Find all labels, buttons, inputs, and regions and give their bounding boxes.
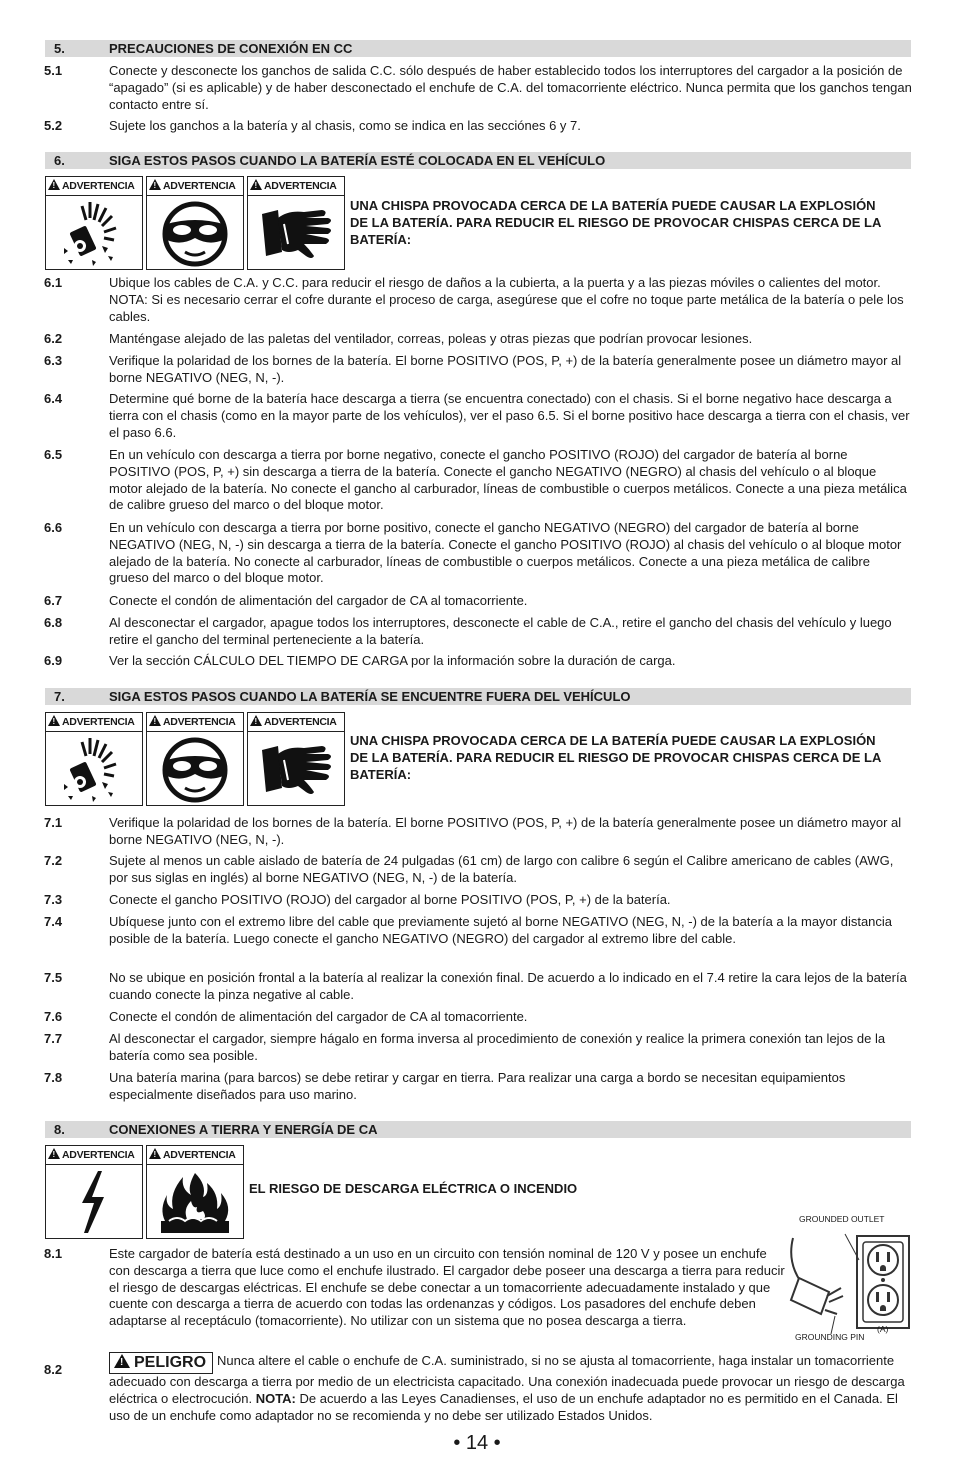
warning-triangle-icon: ! [250,715,262,726]
section-8-header [45,1121,911,1138]
item-number: 6.3 [44,353,63,368]
warning-icons-row [45,712,345,806]
spark-warning-text: UNA CHISPA PROVOCADA CERCA DE LA BATERÍA PUEDE CAUSAR LA EXPLOSIÓN DE LA BATERÍA. PARA REDUCIR EL RIESGO DE PROVOCAR CHISPAS CERCA DE LA BATERÍA: [350,733,881,782]
warning-box [146,712,244,806]
warning-triangle-icon: ! [149,715,161,726]
item-number: 6.7 [44,593,63,608]
section-5-header [45,40,911,57]
section-number: 8. [54,1122,65,1137]
warning-triangle-icon: ! [250,179,262,190]
item-text: Este cargador de batería está destinado a un uso en un circuito con tensión nominal de 120 V y posee un enchufe con descarga a tierra que luce como el enchufe ilustrado. El cargador debe poseer una descarga a tierra para reducir el riesgo de descargas eléctricas. El enchufe se debe conectar a un tomacorriente adecuadamente instalado y que cuente con descarga a tierra de acuerdo con todas las ordenanzas y códigos. Los pasadores del enchufe deben adaptarse al receptáculo (tomacorriente). No utilizar con un sistema que no posea descarga a tierra. [109,1246,785,1329]
warning-box [146,176,244,270]
warning-box [247,176,345,270]
warning-triangle-icon: ! [149,1148,161,1159]
item-number: 6.6 [44,520,63,535]
page-number: • 14 • [453,1432,501,1454]
item-text: Verifique la polaridad de los bornes de la batería. El borne POSITIVO (POS, P, +) de la batería generalmente posee un diámetro mayor al borne NEGATIVO (NEG, N, -). [109,815,902,847]
fire-icon [147,1165,243,1238]
list-item [44,970,912,1004]
shock-warning-text: EL RIESGO DE DESCARGA ELÉCTRICA O INCENDIO [249,1181,578,1196]
list-item [44,853,912,887]
goggles-icon [147,196,243,269]
section-title: PRECAUCIONES DE CONEXIÓN EN CC [109,41,353,56]
item-number: 6.5 [44,447,63,462]
explosion-icon [46,732,142,805]
warning-label: ! ADVERTENCIA [248,713,344,732]
item-number: 7.6 [44,1009,63,1024]
grounding-pin-label: GROUNDING PIN [795,1332,865,1342]
warning-triangle-icon: ! [48,1148,60,1159]
list-item [44,331,912,348]
warning-box [45,176,143,270]
item-text: Al desconectar el cargador, apague todos los interruptores, desconecte el cable de C.A., retire el gancho del chasis del vehículo y luego retire el gancho del terminal perteneciente a la batería. [109,615,892,647]
warning-triangle-icon: ! [149,179,161,190]
lightning-icon [46,1165,142,1238]
warning-box [247,712,345,806]
item-number: 5.1 [44,63,63,78]
item-text: Una batería marina (para barcos) se debe retirar y cargar en tierra. Para realizar una carga a bordo se necesitan equipamientos especialmente diseñados para uso marino. [109,1070,846,1102]
list-item [44,615,912,649]
explosion-icon [46,196,142,269]
danger-triangle-icon: ! [114,1354,130,1368]
list-item [44,914,912,948]
item-text: En un vehículo con descarga a tierra por borne positivo, conecte el gancho NEGATIVO (NEGRO) del cargador de batería al borne NEGATIVO (NEG, N, -) sin descarga a tierra de la batería. Conecte el gancho POSITIVO (ROJO) al chasis del vehículo o al bloque motor alejado de la batería. No conecte al carburador, líneas de combustible o cuerpos metálicos. Conecte a una pieza metálica de calibre grueso del marco o del bloque motor. [109,520,902,586]
list-item [44,447,912,514]
section-number: 7. [54,689,65,704]
section-number: 6. [54,153,65,168]
warning-label: ! ADVERTENCIA [46,713,142,732]
spark-warning-text: UNA CHISPA PROVOCADA CERCA DE LA BATERÍA PUEDE CAUSAR LA EXPLOSIÓN DE LA BATERÍA. PARA REDUCIR EL RIESGO DE PROVOCAR CHISPAS CERCA DE LA BATERÍA: [350,198,881,247]
item-number: 7.2 [44,853,63,868]
figure-tag: (A) [877,1324,889,1334]
list-item [44,353,912,387]
goggles-icon [147,732,243,805]
warning-label: ! ADVERTENCIA [147,713,243,732]
list-item [44,653,912,670]
section-title: SIGA ESTOS PASOS CUANDO LA BATERÍA ESTÉ COLOCADA EN EL VEHÍCULO [109,153,606,168]
list-item [44,118,912,135]
warning-triangle-icon: ! [48,715,60,726]
item-number: 6.1 [44,275,63,290]
list-item [44,892,912,909]
item-text: Manténgase alejado de las paletas del ventilador, correas, poleas y otras piezas que podrían provocar lesiones. [109,331,753,346]
danger-label: ! PELIGRO [109,1352,213,1374]
warning-box [146,1145,244,1239]
list-item [44,1009,912,1026]
item-text: Sujete al menos un cable aislado de batería de 24 pulgadas (61 cm) de largo con calibre 6 según el Calibre americano de cables (AWG, por sus siglas en inglés) al borne NEGATIVO (NEG, N, -) de la batería. [109,853,894,885]
list-item [44,520,912,587]
grounded-outlet-figure [785,1212,913,1344]
section-7-header [45,688,911,705]
item-text: ! PELIGRO Nunca altere el cable o enchufe de C.A. suministrado, si no se ajusta al tomacorriente, haga instalar un tomacorriente adecuado con descarga a tierra por medio de un electricista capacitado. Una conexión inadecuada puede provocar un riesgo de descarga eléctrica o electrocución. NOTA: De acuerdo a las Leyes Canadienses, el uso de un enchufe adaptador no es permitido en el Canada. El uso de un enchufe como adaptador no se recomienda y no debe ser utilizado Estados Unidos. [109,1353,905,1423]
item-text: Determine qué borne de la batería hace descarga a tierra (se encuentra conectado) con el chasis. Si el borne negativo hace descarga a tierra con el chasis (como en la mayor parte de los vehículos), ver el paso 6.5. Si el borne positivo hace descarga a tierra con el chasis, ver el paso 6.6. [109,391,910,440]
list-item [44,1031,912,1065]
item-number: 7.8 [44,1070,63,1085]
warning-box [45,712,143,806]
item-text: En un vehículo con descarga a tierra por borne negativo, conecte el gancho POSITIVO (ROJO) del cargador de batería al borne POSITIVO (POS, P, +) sin descarga a tierra de la batería. Conecte el gancho NEGATIVO (NEGRO) al chasis del vehículo o al bloque motor alejado de la batería. No conecte el gancho al carburador, líneas de combustible o cuerpos metálicos. Conecte a una pieza metálica de calibre grueso del marco o del bloque motor. [109,447,907,513]
glove-icon [248,732,344,805]
section-title: SIGA ESTOS PASOS CUANDO LA BATERÍA SE ENCUENTRE FUERA DEL VEHÍCULO [109,689,631,704]
section-6-header [45,152,911,169]
item-number: 6.2 [44,331,63,346]
item-number: 7.4 [44,914,63,929]
item-text: Sujete los ganchos a la batería y al chasis, como se indica en las secciónes 6 y 7. [109,118,581,133]
item-number: 8.1 [44,1246,63,1261]
item-number: 7.1 [44,815,63,830]
warning-label: ! ADVERTENCIA [46,177,142,196]
item-text: Ver la sección CÁLCULO DEL TIEMPO DE CARGA por la información sobre la duración de carga. [109,653,676,668]
item-text: Ubique los cables de C.A. y C.C. para reducir el riesgo de daños a la cubierta, a la puerta y a las piezas móviles o calientes del motor. NOTA: Si es necesario cerrar el cofre durante el proceso de carga, asegúrese que el cofre no toque parte metálica de la batería o pele los cables. [109,275,904,324]
section-title: CONEXIONES A TIERRA Y ENERGÍA DE CA [109,1122,378,1137]
item-text: No se ubique en posición frontal a la batería al realizar la conexión final. De acuerdo a lo indicado en el 7.4 retire la cara lejos de la batería cuando conecte la pinza negative al cable. [109,970,907,1002]
warning-icons-row [45,176,345,270]
warning-label: ! ADVERTENCIA [147,1146,243,1165]
warning-label: ! ADVERTENCIA [147,177,243,196]
warning-label: ! ADVERTENCIA [46,1146,142,1165]
warning-label: ! ADVERTENCIA [248,177,344,196]
item-text: Verifique la polaridad de los bornes de la batería. El borne POSITIVO (POS, P, +) de la batería generalmente posee un diámetro mayor al borne NEGATIVO (NEG, N, -). [109,353,902,385]
item-number: 7.3 [44,892,63,907]
list-item [44,815,912,849]
item-number: 5.2 [44,118,63,133]
outlet-label: GROUNDED OUTLET [799,1214,885,1224]
item-number: 7.7 [44,1031,63,1046]
item-number: 7.5 [44,970,63,985]
list-item [44,63,912,113]
outlet-plug-icon [785,1222,913,1334]
item-text: Ubíquese junto con el extremo libre del cable que previamente sujetó al borne NEGATIVO (NEG, N, -) de la batería a la mayor distancia posible de la batería. Luego conecte el gancho NEGATIVO (NEGRO) del cargador al extremo libre del cable. [109,914,893,946]
item-text: Conecte el gancho POSITIVO (ROJO) del cargador al borne POSITIVO (POS, P, +) de la batería. [109,892,671,907]
item-number: 6.8 [44,615,63,630]
item-number: 6.9 [44,653,63,668]
item-number: 6.4 [44,391,63,406]
item-text: Conecte el condón de alimentación del cargador de CA al tomacorriente. [109,1009,528,1024]
glove-icon [248,196,344,269]
list-item [44,275,912,325]
list-item [44,593,912,610]
list-item [44,1352,912,1424]
warning-box [45,1145,143,1239]
item-text: Conecte y desconecte los ganchos de salida C.C. sólo después de haber establecido todos los interruptores del cargador a la posición de “apagado” (si es aplicable) y de haber desconectado el enchufe de C.A. del tomacorriente eléctrico. Nunca permita que los ganchos tengan contacto entre sí. [109,63,912,112]
section-number: 5. [54,41,65,56]
item-text: Conecte el condón de alimentación del cargador de CA al tomacorriente. [109,593,528,608]
warning-triangle-icon: ! [48,179,60,190]
list-item [44,1070,912,1104]
list-item [44,1246,789,1330]
item-number: 8.2 [44,1362,63,1377]
item-text: Al desconectar el cargador, siempre hágalo en forma inversa al procedimiento de conexión y realice la primera conexión tan lejos de la batería como sea posible. [109,1031,886,1063]
warning-icons-row [45,1145,245,1239]
list-item [44,391,912,441]
